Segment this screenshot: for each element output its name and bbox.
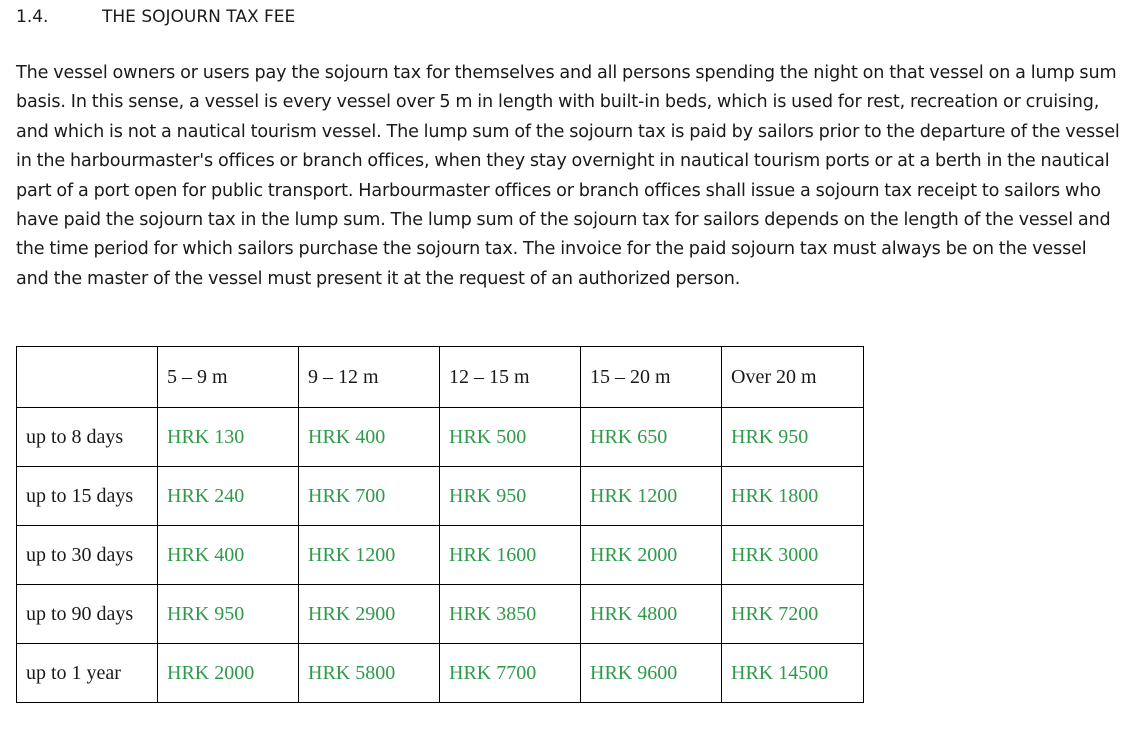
price-cell: HRK 4800 [581,585,722,644]
price-cell: HRK 1600 [440,526,581,585]
price-cell: HRK 950 [440,467,581,526]
price-cell: HRK 2000 [581,526,722,585]
price-cell: HRK 400 [158,526,299,585]
column-header: 9 – 12 m [299,347,440,408]
price-cell: HRK 950 [722,408,864,467]
section-heading [16,6,295,28]
table-row [17,408,864,467]
section-number: 1.4. [16,7,49,27]
price-cell: HRK 650 [581,408,722,467]
row-label: up to 15 days [17,467,158,526]
row-label: up to 1 year [17,644,158,703]
column-header: Over 20 m [722,347,864,408]
price-cell: HRK 950 [158,585,299,644]
price-cell: HRK 2900 [299,585,440,644]
price-cell: HRK 9600 [581,644,722,703]
price-cell: HRK 1200 [581,467,722,526]
row-label: up to 90 days [17,585,158,644]
price-cell: HRK 700 [299,467,440,526]
column-header: 5 – 9 m [158,347,299,408]
price-cell: HRK 500 [440,408,581,467]
table-corner-cell [17,347,158,408]
description-paragraph: The vessel owners or users pay the sojourn tax for themselves and all persons spending the night on that vessel on a lump sum basis. In this sense, a vessel is every vessel over 5 m in length with built-in beds, which is used for rest, recreation or cruising, and which is not a nautical tourism vessel. The lump sum of the sojourn tax is paid by sailors prior to the departure of the vessel in the harbourmaster's offices or branch offices, when they stay overnight in nautical tourism ports or at a berth in the nautical part of a port open for public transport. Harbourmaster offices or branch offices shall issue a sojourn tax receipt to sailors who have paid the sojourn tax in the lump sum. The lump sum of the sojourn tax for sailors depends on the length of the vessel and the time period for which sailors purchase the sojourn tax. The invoice for the paid sojourn tax must always be on the vessel and the master of the vessel must present it at the request of an authorized person. [16,63,1120,289]
price-cell: HRK 130 [158,408,299,467]
price-cell: HRK 7200 [722,585,864,644]
price-cell: HRK 1200 [299,526,440,585]
table-row [17,585,864,644]
row-label: up to 30 days [17,526,158,585]
sojourn-tax-table [16,346,864,703]
column-header: 15 – 20 m [581,347,722,408]
row-label: up to 8 days [17,408,158,467]
table-row [17,467,864,526]
table-row [17,644,864,703]
price-cell: HRK 1800 [722,467,864,526]
price-cell: HRK 400 [299,408,440,467]
table-header-row [17,347,864,408]
price-cell: HRK 240 [158,467,299,526]
price-cell: HRK 2000 [158,644,299,703]
price-cell: HRK 3000 [722,526,864,585]
price-cell: HRK 5800 [299,644,440,703]
price-cell: HRK 14500 [722,644,864,703]
table-row [17,526,864,585]
price-cell: HRK 3850 [440,585,581,644]
column-header: 12 – 15 m [440,347,581,408]
price-cell: HRK 7700 [440,644,581,703]
section-title: THE SOJOURN TAX FEE [102,7,296,27]
